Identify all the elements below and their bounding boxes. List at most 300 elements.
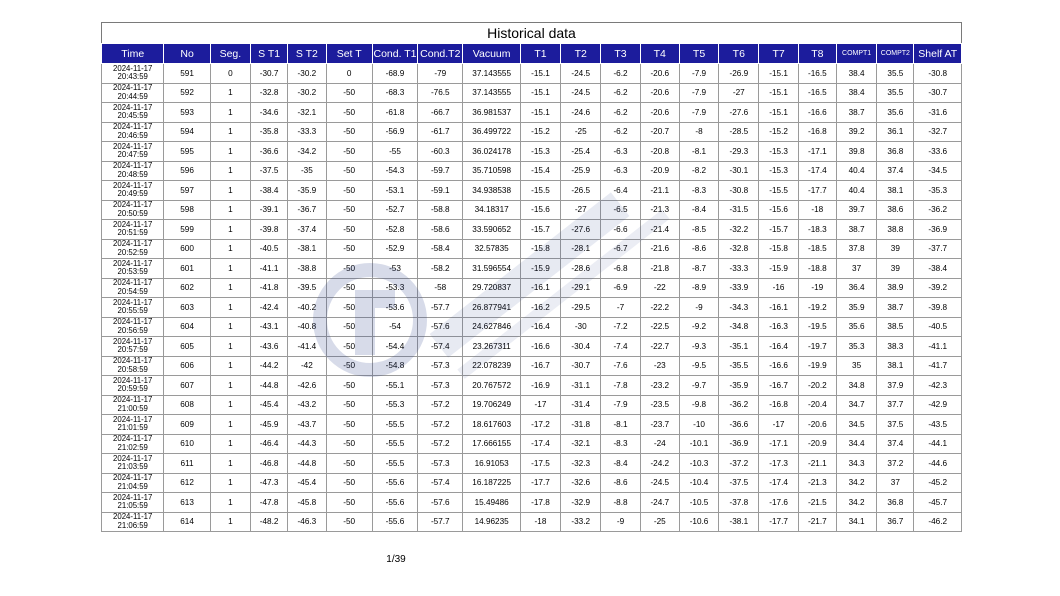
data-cell: -37.5 <box>251 161 288 181</box>
data-cell: -50 <box>326 376 372 396</box>
data-cell: -10.5 <box>679 493 718 513</box>
data-cell: -30.8 <box>719 181 759 201</box>
data-cell: -16.7 <box>759 376 798 396</box>
data-cell: -10 <box>679 415 718 435</box>
report-title: Historical data <box>101 22 962 43</box>
data-cell: -8.6 <box>601 473 640 493</box>
date-text: 2024-11-17 <box>113 63 153 73</box>
data-cell: 612 <box>164 473 210 493</box>
data-cell: -9.2 <box>679 317 718 337</box>
data-cell: -17.3 <box>759 454 798 474</box>
data-cell: 1 <box>210 142 250 162</box>
data-cell: 1 <box>210 200 250 220</box>
data-cell: -21.1 <box>640 181 679 201</box>
data-cell: -50 <box>326 415 372 435</box>
data-cell: -26.9 <box>719 64 759 84</box>
data-cell: -58.4 <box>418 239 463 259</box>
data-cell: 38.3 <box>877 337 914 357</box>
data-cell: -32.7 <box>914 122 962 142</box>
data-cell: -35.8 <box>251 122 288 142</box>
table-row <box>102 278 962 298</box>
clock-text: 21:06:59 <box>117 520 148 530</box>
data-cell: -42.3 <box>914 376 962 396</box>
data-cell: -22.5 <box>640 317 679 337</box>
data-cell: -19.7 <box>798 337 836 357</box>
data-cell: -16.5 <box>798 64 836 84</box>
data-cell: 35.3 <box>836 337 876 357</box>
data-cell: -9.7 <box>679 376 718 396</box>
data-cell: -15.3 <box>759 142 798 162</box>
data-cell: -57.6 <box>418 317 463 337</box>
data-cell: 15.49486 <box>463 493 520 513</box>
data-cell: -8.1 <box>679 142 718 162</box>
data-cell: -44.8 <box>288 454 326 474</box>
data-cell: -15.5 <box>759 181 798 201</box>
data-cell: -59.7 <box>418 161 463 181</box>
data-cell: -16.2 <box>520 298 560 318</box>
time-cell <box>102 278 164 298</box>
page-number: 1/39 <box>386 554 406 565</box>
data-cell: 33.590652 <box>463 220 520 240</box>
data-cell: 1 <box>210 122 250 142</box>
data-cell: -17.5 <box>520 454 560 474</box>
data-cell: 1 <box>210 376 250 396</box>
table-row <box>102 200 962 220</box>
date-text: 2024-11-17 <box>113 336 153 346</box>
data-cell: 603 <box>164 298 210 318</box>
data-cell: -6.6 <box>601 220 640 240</box>
data-cell: -15.9 <box>759 259 798 279</box>
data-cell: 38.4 <box>836 64 876 84</box>
data-cell: -57.6 <box>418 493 463 513</box>
data-cell: -31.6 <box>914 103 962 123</box>
data-cell: -45.7 <box>914 493 962 513</box>
data-cell: -15.8 <box>759 239 798 259</box>
data-cell: 37 <box>877 473 914 493</box>
time-cell <box>102 83 164 103</box>
data-cell: -45.2 <box>914 473 962 493</box>
data-cell: -40.2 <box>288 298 326 318</box>
data-cell: -76.5 <box>418 83 463 103</box>
data-cell: -57.7 <box>418 298 463 318</box>
data-cell: -68.9 <box>372 64 417 84</box>
data-cell: -41.8 <box>251 278 288 298</box>
data-cell: -50 <box>326 122 372 142</box>
data-cell: -37.7 <box>914 239 962 259</box>
data-cell: -34.6 <box>251 103 288 123</box>
data-cell: -7.6 <box>601 356 640 376</box>
data-cell: -6.2 <box>601 103 640 123</box>
data-cell: -6.4 <box>601 181 640 201</box>
data-cell: -32.2 <box>719 220 759 240</box>
data-cell: 34.7 <box>836 395 876 415</box>
data-cell: -50 <box>326 493 372 513</box>
data-cell: -9.5 <box>679 356 718 376</box>
data-cell: -30.4 <box>561 337 601 357</box>
data-cell: -9.3 <box>679 337 718 357</box>
data-cell: -50 <box>326 473 372 493</box>
clock-text: 20:56:59 <box>117 325 148 335</box>
data-cell: -6.9 <box>601 278 640 298</box>
date-text: 2024-11-17 <box>113 102 153 112</box>
data-cell: -53.1 <box>372 181 417 201</box>
data-cell: -6.5 <box>601 200 640 220</box>
date-text: 2024-11-17 <box>113 356 153 366</box>
column-header: Seg. <box>210 44 250 64</box>
data-cell: -50 <box>326 298 372 318</box>
data-cell: 36.499722 <box>463 122 520 142</box>
data-cell: -27.6 <box>561 220 601 240</box>
clock-text: 20:57:59 <box>117 345 148 355</box>
data-cell: 1 <box>210 415 250 435</box>
data-cell: 602 <box>164 278 210 298</box>
data-cell: -8.2 <box>679 161 718 181</box>
data-cell: 39 <box>877 259 914 279</box>
date-text: 2024-11-17 <box>113 161 153 171</box>
date-text: 2024-11-17 <box>113 453 153 463</box>
data-cell: -66.7 <box>418 103 463 123</box>
data-cell: 40.4 <box>836 181 876 201</box>
time-cell <box>102 337 164 357</box>
data-cell: -50 <box>326 103 372 123</box>
data-cell: -20.8 <box>640 142 679 162</box>
data-cell: -41.1 <box>914 337 962 357</box>
date-text: 2024-11-17 <box>113 434 153 444</box>
data-cell: -44.3 <box>288 434 326 454</box>
data-cell: -30.2 <box>288 64 326 84</box>
table-row <box>102 142 962 162</box>
data-cell: -15.2 <box>759 122 798 142</box>
report-sheet <box>101 22 962 532</box>
data-cell: 34.18317 <box>463 200 520 220</box>
data-cell: -26.5 <box>561 181 601 201</box>
column-header: Cond. T1 <box>372 44 417 64</box>
table-row <box>102 493 962 513</box>
time-cell <box>102 395 164 415</box>
date-text: 2024-11-17 <box>113 219 153 229</box>
data-cell: -55 <box>372 142 417 162</box>
data-cell: -16.1 <box>520 278 560 298</box>
data-cell: -7.9 <box>679 103 718 123</box>
data-cell: -41.7 <box>914 356 962 376</box>
data-cell: -19 <box>798 278 836 298</box>
table-row <box>102 64 962 84</box>
data-cell: -24.2 <box>640 454 679 474</box>
data-cell: -58.2 <box>418 259 463 279</box>
time-cell <box>102 220 164 240</box>
data-cell: -40.5 <box>914 317 962 337</box>
data-cell: -20.9 <box>640 161 679 181</box>
data-cell: 1 <box>210 512 250 532</box>
history-table <box>101 43 962 532</box>
date-text: 2024-11-17 <box>113 122 153 132</box>
data-cell: -20.6 <box>798 415 836 435</box>
data-cell: -16.5 <box>798 83 836 103</box>
data-cell: 595 <box>164 142 210 162</box>
data-cell: -16.6 <box>520 337 560 357</box>
data-cell: -41.1 <box>251 259 288 279</box>
data-cell: -23.7 <box>640 415 679 435</box>
clock-text: 20:44:59 <box>117 91 148 101</box>
data-cell: -16.4 <box>520 317 560 337</box>
data-cell: -9 <box>679 298 718 318</box>
data-cell: -58 <box>418 278 463 298</box>
table-row <box>102 239 962 259</box>
data-cell: -6.7 <box>601 239 640 259</box>
data-cell: -32.8 <box>719 239 759 259</box>
time-cell <box>102 239 164 259</box>
data-cell: -43.6 <box>251 337 288 357</box>
data-cell: -22.7 <box>640 337 679 357</box>
data-cell: -17.6 <box>759 493 798 513</box>
data-cell: -17.2 <box>520 415 560 435</box>
data-cell: -35.9 <box>288 181 326 201</box>
data-cell: -42.9 <box>914 395 962 415</box>
data-cell: 29.720837 <box>463 278 520 298</box>
data-cell: -6.8 <box>601 259 640 279</box>
data-cell: -9.8 <box>679 395 718 415</box>
data-cell: 34.8 <box>836 376 876 396</box>
time-cell <box>102 317 164 337</box>
data-cell: -21.3 <box>640 200 679 220</box>
data-cell: 605 <box>164 337 210 357</box>
data-cell: -58.8 <box>418 200 463 220</box>
data-cell: -16 <box>759 278 798 298</box>
data-cell: -48.2 <box>251 512 288 532</box>
data-cell: -17.7 <box>759 512 798 532</box>
data-cell: -32.3 <box>561 454 601 474</box>
data-cell: -28.6 <box>561 259 601 279</box>
data-cell: 39.7 <box>836 200 876 220</box>
data-cell: -28.5 <box>719 122 759 142</box>
data-cell: -50 <box>326 181 372 201</box>
data-cell: -30 <box>561 317 601 337</box>
column-header: Shelf AT <box>914 44 962 64</box>
data-cell: -24.5 <box>561 83 601 103</box>
data-cell: -33.2 <box>561 512 601 532</box>
column-header: T6 <box>719 44 759 64</box>
data-cell: -16.6 <box>798 103 836 123</box>
data-cell: 1 <box>210 473 250 493</box>
data-cell: -55.5 <box>372 454 417 474</box>
data-cell: -38.4 <box>914 259 962 279</box>
table-row <box>102 415 962 435</box>
table-row <box>102 181 962 201</box>
data-cell: 35.9 <box>836 298 876 318</box>
data-cell: -8.3 <box>679 181 718 201</box>
data-cell: -31.5 <box>719 200 759 220</box>
column-header: Cond.T2 <box>418 44 463 64</box>
data-cell: -7.9 <box>679 64 718 84</box>
data-cell: 36.1 <box>877 122 914 142</box>
data-cell: 598 <box>164 200 210 220</box>
data-cell: 37.4 <box>877 434 914 454</box>
data-cell: -50 <box>326 220 372 240</box>
data-cell: -17.8 <box>520 493 560 513</box>
data-cell: 19.706249 <box>463 395 520 415</box>
data-cell: 608 <box>164 395 210 415</box>
data-cell: -42 <box>288 356 326 376</box>
data-cell: 38.1 <box>877 181 914 201</box>
data-cell: -36.9 <box>914 220 962 240</box>
data-cell: 35.5 <box>877 83 914 103</box>
data-cell: -21.4 <box>640 220 679 240</box>
data-cell: -39.8 <box>914 298 962 318</box>
data-cell: -21.5 <box>798 493 836 513</box>
clock-text: 21:02:59 <box>117 442 148 452</box>
table-row <box>102 103 962 123</box>
data-cell: -29.1 <box>561 278 601 298</box>
data-cell: 36.024178 <box>463 142 520 162</box>
data-cell: 604 <box>164 317 210 337</box>
data-cell: 596 <box>164 161 210 181</box>
column-header: Vacuum <box>463 44 520 64</box>
data-cell: -23 <box>640 356 679 376</box>
date-text: 2024-11-17 <box>113 200 153 210</box>
data-cell: 613 <box>164 493 210 513</box>
clock-text: 21:04:59 <box>117 481 148 491</box>
data-cell: 37.2 <box>877 454 914 474</box>
data-cell: -33.9 <box>719 278 759 298</box>
data-cell: -35 <box>288 161 326 181</box>
data-cell: 16.91053 <box>463 454 520 474</box>
clock-text: 20:54:59 <box>117 286 148 296</box>
data-cell: -31.8 <box>561 415 601 435</box>
date-text: 2024-11-17 <box>113 239 153 249</box>
data-cell: -15.1 <box>759 103 798 123</box>
data-cell: -8.4 <box>679 200 718 220</box>
data-cell: 37.4 <box>877 161 914 181</box>
data-cell: -58.6 <box>418 220 463 240</box>
data-cell: -56.9 <box>372 122 417 142</box>
column-header: No <box>164 44 210 64</box>
data-cell: -32.1 <box>288 103 326 123</box>
data-cell: -16.6 <box>759 356 798 376</box>
data-cell: -10.3 <box>679 454 718 474</box>
data-cell: -30.7 <box>914 83 962 103</box>
data-cell: -39.2 <box>914 278 962 298</box>
data-cell: -8.6 <box>679 239 718 259</box>
data-cell: -25.9 <box>561 161 601 181</box>
header-row <box>102 44 962 64</box>
data-cell: -27.6 <box>719 103 759 123</box>
data-cell: -7.4 <box>601 337 640 357</box>
data-cell: -38.4 <box>251 181 288 201</box>
data-cell: -15.1 <box>520 83 560 103</box>
data-cell: -35.1 <box>719 337 759 357</box>
data-cell: -15.2 <box>520 122 560 142</box>
data-cell: 1 <box>210 220 250 240</box>
data-cell: -43.5 <box>914 415 962 435</box>
data-cell: 26.877941 <box>463 298 520 318</box>
data-cell: 38.6 <box>877 200 914 220</box>
clock-text: 21:00:59 <box>117 403 148 413</box>
clock-text: 20:43:59 <box>117 72 148 82</box>
data-cell: -32.6 <box>561 473 601 493</box>
table-row <box>102 337 962 357</box>
data-cell: -30.7 <box>251 64 288 84</box>
clock-text: 20:50:59 <box>117 208 148 218</box>
clock-text: 20:55:59 <box>117 306 148 316</box>
date-text: 2024-11-17 <box>113 83 153 93</box>
data-cell: -50 <box>326 356 372 376</box>
time-cell <box>102 493 164 513</box>
data-cell: -21.1 <box>798 454 836 474</box>
time-cell <box>102 512 164 532</box>
data-cell: -24 <box>640 434 679 454</box>
date-text: 2024-11-17 <box>113 375 153 385</box>
data-cell: 16.187225 <box>463 473 520 493</box>
time-cell <box>102 376 164 396</box>
data-cell: -25.4 <box>561 142 601 162</box>
data-cell: -28.1 <box>561 239 601 259</box>
data-cell: 1 <box>210 337 250 357</box>
data-cell: -52.8 <box>372 220 417 240</box>
data-cell: -6.3 <box>601 142 640 162</box>
data-cell: -55.6 <box>372 512 417 532</box>
data-cell: -17 <box>520 395 560 415</box>
data-cell: -15.7 <box>759 220 798 240</box>
data-cell: -33.3 <box>719 259 759 279</box>
data-cell: -27 <box>561 200 601 220</box>
data-cell: -25 <box>640 512 679 532</box>
data-cell: -15.3 <box>520 142 560 162</box>
clock-text: 20:52:59 <box>117 247 148 257</box>
data-cell: -20.4 <box>798 395 836 415</box>
data-cell: -18.5 <box>798 239 836 259</box>
data-cell: 34.3 <box>836 454 876 474</box>
data-cell: 38.7 <box>836 220 876 240</box>
data-cell: -8.9 <box>679 278 718 298</box>
date-text: 2024-11-17 <box>113 258 153 268</box>
data-cell: -47.8 <box>251 493 288 513</box>
data-cell: -55.5 <box>372 434 417 454</box>
data-cell: -15.1 <box>759 64 798 84</box>
data-cell: -16.8 <box>798 122 836 142</box>
data-cell: -34.2 <box>288 142 326 162</box>
time-cell <box>102 434 164 454</box>
data-cell: -57.4 <box>418 473 463 493</box>
data-cell: -47.3 <box>251 473 288 493</box>
data-cell: -20.6 <box>640 103 679 123</box>
data-cell: 592 <box>164 83 210 103</box>
data-cell: -19.5 <box>798 317 836 337</box>
date-text: 2024-11-17 <box>113 297 153 307</box>
data-cell: 1 <box>210 181 250 201</box>
data-cell: -27 <box>719 83 759 103</box>
table-row <box>102 356 962 376</box>
data-cell: -61.7 <box>418 122 463 142</box>
data-cell: -36.6 <box>719 415 759 435</box>
data-cell: -39.8 <box>251 220 288 240</box>
data-cell: -16.8 <box>759 395 798 415</box>
time-cell <box>102 473 164 493</box>
data-cell: -16.1 <box>759 298 798 318</box>
data-cell: 597 <box>164 181 210 201</box>
data-cell: -46.3 <box>288 512 326 532</box>
data-cell: 34.2 <box>836 473 876 493</box>
data-cell: -15.4 <box>520 161 560 181</box>
data-cell: -32.1 <box>561 434 601 454</box>
data-cell: -8.7 <box>679 259 718 279</box>
data-cell: -55.1 <box>372 376 417 396</box>
data-cell: 14.96235 <box>463 512 520 532</box>
data-cell: 39.2 <box>836 122 876 142</box>
data-cell: -34.5 <box>914 161 962 181</box>
date-text: 2024-11-17 <box>113 512 153 522</box>
data-cell: 1 <box>210 454 250 474</box>
data-cell: 594 <box>164 122 210 142</box>
